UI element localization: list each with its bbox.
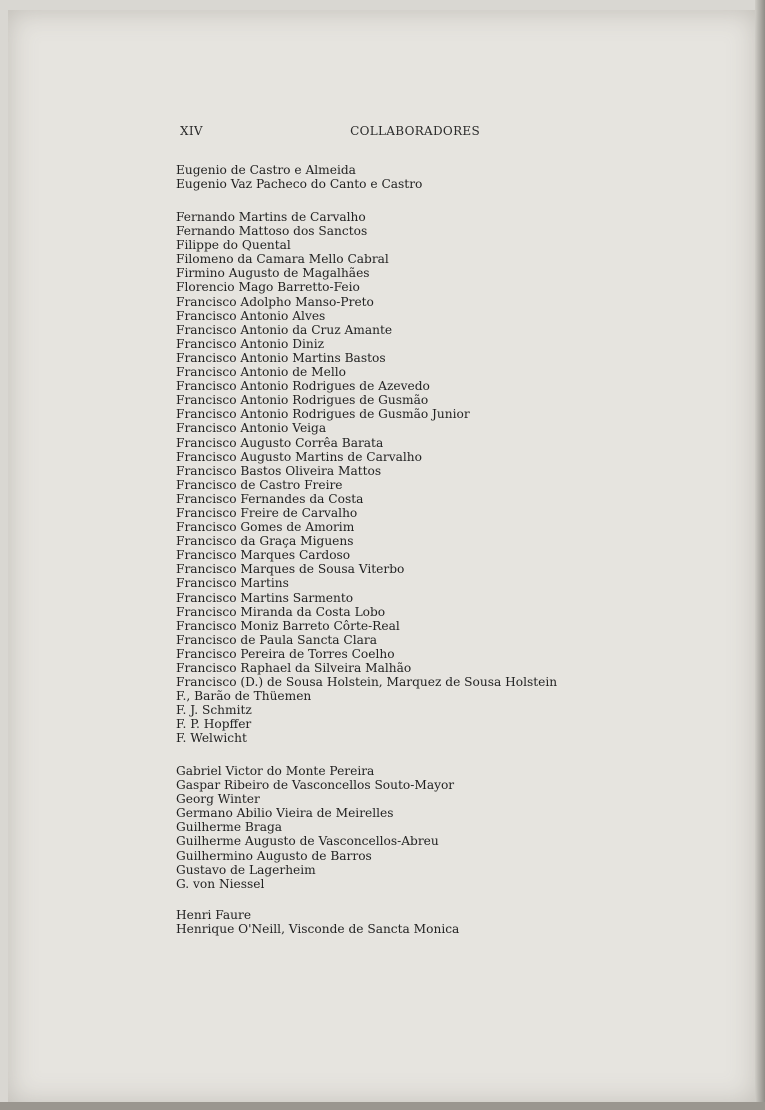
collaborator-name: Firmino Augusto de Magalhães: [176, 266, 370, 281]
collaborator-name: F., Barão de Thüemen: [176, 689, 312, 704]
running-title: COLLABORADORES: [350, 124, 480, 138]
page-header: [180, 124, 480, 142]
collaborator-name: Francisco Antonio Diniz: [176, 336, 325, 351]
collaborator-name: Francisco de Paula Sancta Clara: [176, 632, 378, 647]
collaborator-name: Francisco Miranda da Costa Lobo: [176, 604, 386, 619]
collaborator-name: Francisco Fernandes da Costa: [176, 491, 364, 506]
collaborator-name: Francisco Antonio Rodrigues de Gusmão: [176, 393, 429, 408]
collaborator-name: Francisco Marques de Sousa Viterbo: [176, 562, 405, 577]
collaborator-name: Georg Winter: [176, 792, 260, 807]
collaborator-name: Francisco Moniz Barreto Côrte-Real: [176, 618, 400, 633]
collaborator-name: Fernando Mattoso dos Sanctos: [176, 224, 368, 239]
collaborator-name: Francisco Augusto Corrêa Barata: [176, 435, 384, 450]
collaborator-name: Gustavo de Lagerheim: [176, 862, 316, 877]
name-group-h: [176, 908, 459, 936]
collaborator-name: F. J. Schmitz: [176, 703, 252, 718]
collaborator-name: Henrique O'Neill, Visconde de Sancta Monica: [176, 922, 460, 937]
collaborator-name: Germano Abilio Vieira de Meirelles: [176, 806, 394, 821]
collaborator-name: F. P. Hopffer: [176, 717, 252, 732]
collaborator-name: Henri Faure: [176, 908, 252, 922]
collaborator-name: Francisco da Graça Miguens: [176, 534, 354, 549]
collaborator-name: Florencio Mago Barretto-Feio: [176, 280, 360, 295]
collaborator-name: Francisco Martins Sarmento: [176, 590, 354, 605]
collaborator-name: Francisco Bastos Oliveira Mattos: [176, 463, 382, 478]
page-number: XIV: [180, 124, 203, 138]
name-group-e: [176, 163, 422, 191]
collaborator-name: Francisco Martins: [176, 576, 289, 591]
collaborator-name: Francisco Raphael da Silveira Malhão: [176, 661, 412, 675]
collaborator-name: Eugenio Vaz Pacheco do Canto e Castro: [176, 177, 423, 192]
collaborator-name: Francisco Augusto Martins de Carvalho: [176, 449, 422, 464]
collaborator-name: G. von Niessel: [176, 876, 265, 891]
page-edge-right: [755, 0, 765, 1110]
name-group-f: [176, 210, 557, 746]
collaborator-name: Francisco Antonio de Mello: [176, 365, 346, 380]
collaborator-name: Francisco Adolpho Manso-Preto: [176, 294, 374, 309]
collaborator-name: Francisco Freire de Carvalho: [176, 505, 358, 520]
collaborator-name: Eugenio de Castro e Almeida: [176, 163, 356, 177]
collaborator-name: Francisco Pereira de Torres Coelho: [176, 646, 395, 661]
collaborator-name: Francisco Antonio Rodrigues de Gusmão Junior: [176, 407, 470, 422]
collaborator-name: Francisco Gomes de Amorim: [176, 520, 355, 535]
collaborator-name: Fernando Martins de Carvalho: [176, 210, 366, 224]
collaborator-name: Francisco Antonio Alves: [176, 308, 326, 323]
collaborator-name: Francisco Antonio da Cruz Amante: [176, 322, 393, 337]
collaborator-name: Francisco Marques Cardoso: [176, 548, 351, 563]
collaborator-name: Guilhermino Augusto de Barros: [176, 848, 372, 863]
collaborator-name: Francisco Antonio Martins Bastos: [176, 350, 386, 365]
collaborator-name: Francisco Antonio Rodrigues de Azevedo: [176, 379, 430, 394]
collaborator-name: Francisco de Castro Freire: [176, 477, 343, 492]
collaborator-name: Francisco Antonio Veiga: [176, 421, 327, 436]
name-group-g: [176, 764, 454, 891]
collaborator-name: Guilherme Braga: [176, 820, 283, 835]
collaborator-name: Guilherme Augusto de Vasconcellos-Abreu: [176, 834, 439, 849]
collaborator-name: Francisco (D.) de Sousa Holstein, Marquez de Sousa Holstein: [176, 675, 558, 690]
page-edge-bottom: [0, 1102, 765, 1110]
collaborator-name: Gaspar Ribeiro de Vasconcellos Souto-Mayor: [176, 778, 455, 793]
collaborator-name: Filippe do Quental: [176, 238, 291, 253]
collaborator-name: Filomeno da Camara Mello Cabral: [176, 252, 389, 267]
collaborator-name: Gabriel Victor do Monte Pereira: [176, 764, 375, 778]
collaborator-name: F. Welwicht: [176, 731, 247, 746]
